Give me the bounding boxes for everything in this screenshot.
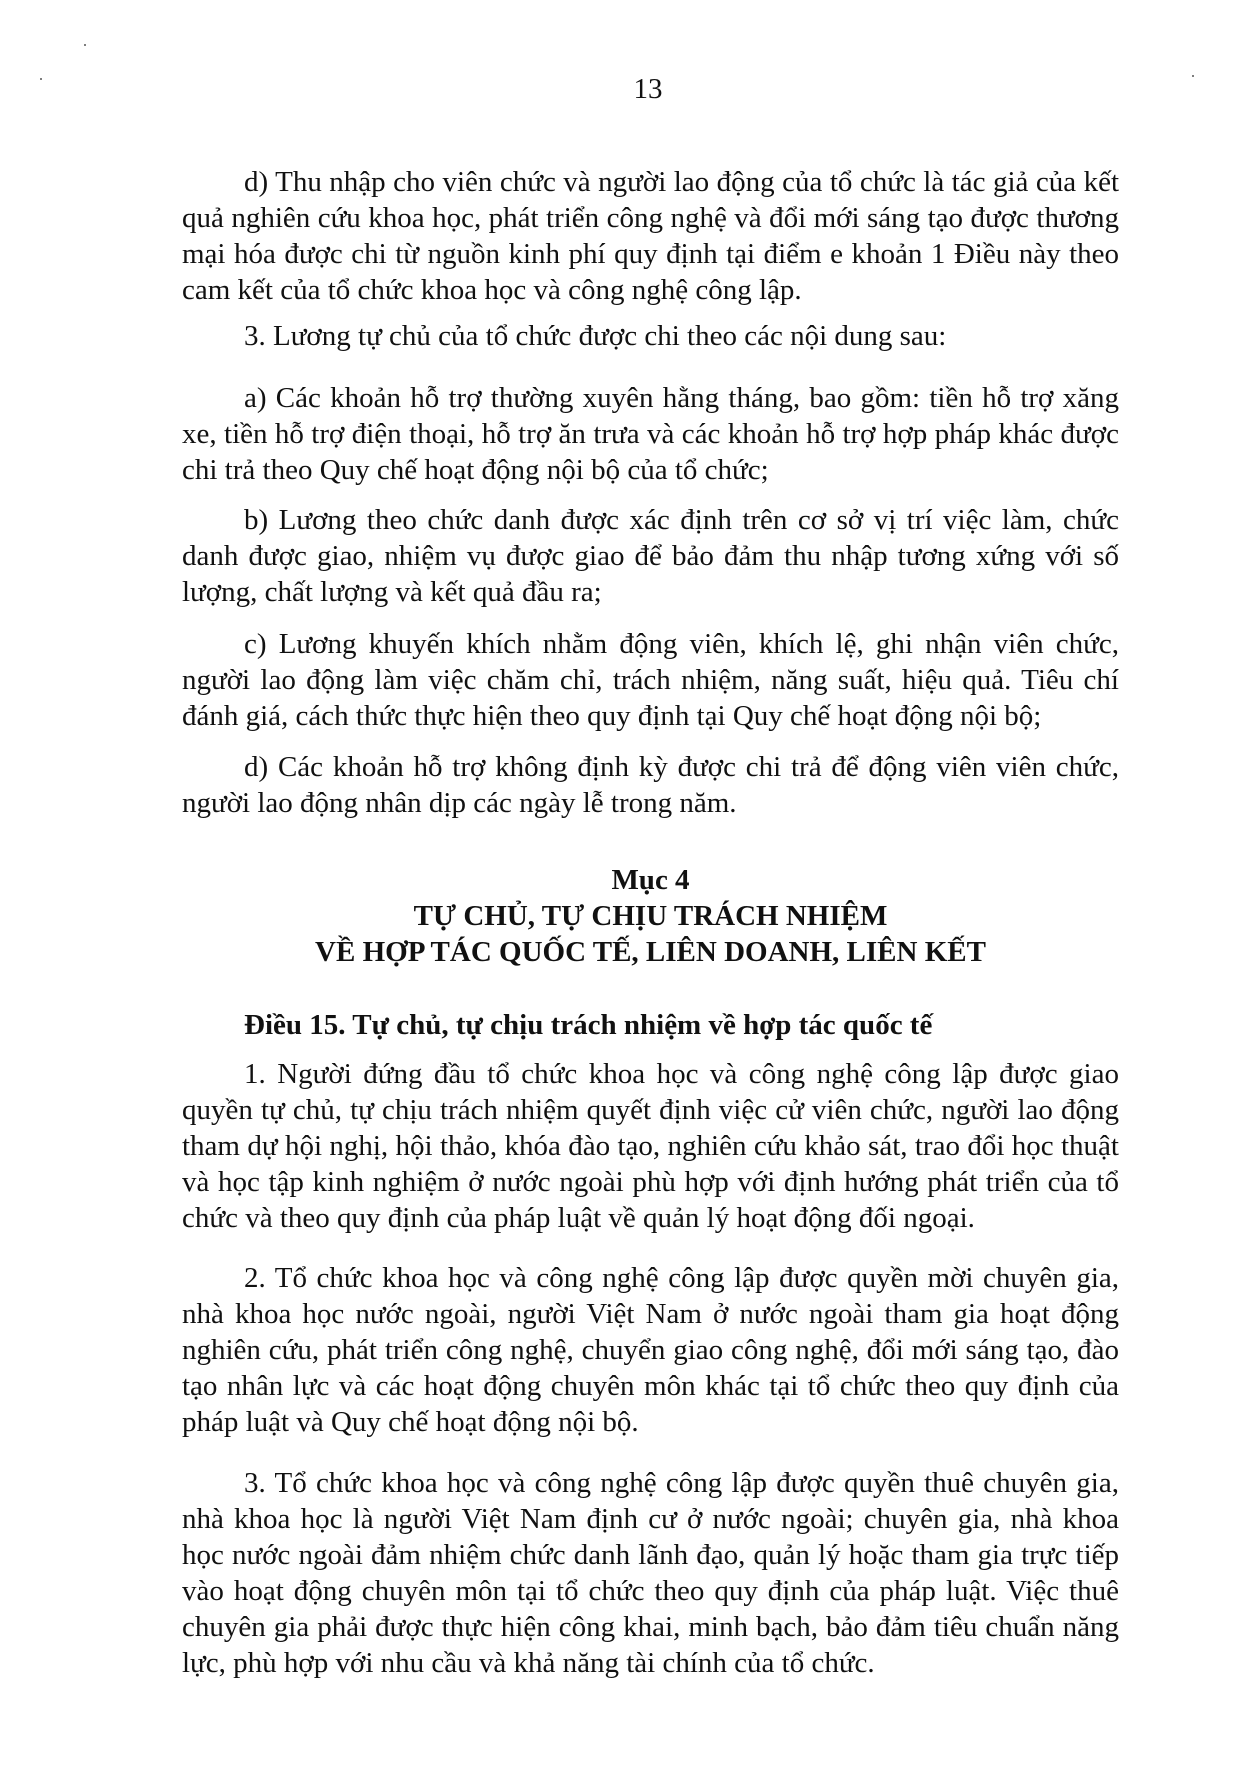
paragraph-3d: d) Các khoản hỗ trợ không định kỳ được chi trả để động viên viên chức, người lao động nhân dịp các ngày lễ trong năm. <box>182 751 1119 819</box>
article-clause-1: 1. Người đứng đầu tổ chức khoa học và công nghệ công lập được giao quyền tự chủ, tự chịu trách nhiệm quyết định việc cử viên chức, người lao động tham dự hội nghị, hội thảo, khóa đào tạo, nghiên cứu khảo sát, trao đổi học thuật và học tập kinh nghiệm ở nước ngoài phù hợp với định hướng phát triển của tổ chức và theo quy định của pháp luật về quản lý hoạt động đối ngoại. <box>182 1058 1119 1234</box>
section-heading <box>182 862 1119 970</box>
paragraph-3b: b) Lương theo chức danh được xác định trên cơ sở vị trí việc làm, chức danh được giao, nhiệm vụ được giao để bảo đảm thu nhập tương xứng với số lượng, chất lượng và kết quả đầu ra; <box>182 504 1119 608</box>
section-label: Mục 4 <box>611 864 690 896</box>
paragraph-3: 3. Lương tự chủ của tổ chức được chi theo các nội dung sau: <box>244 320 947 352</box>
section-title-line2: VỀ HỢP TÁC QUỐC TẾ, LIÊN DOANH, LIÊN KẾT <box>315 936 986 968</box>
paragraph-3a: a) Các khoản hỗ trợ thường xuyên hằng tháng, bao gồm: tiền hỗ trợ xăng xe, tiền hỗ trợ điện thoại, hỗ trợ ăn trưa và các khoản hỗ trợ hợp pháp khác được chi trả theo Quy chế hoạt động nội bộ của tổ chức; <box>182 382 1119 486</box>
section-title-line1: TỰ CHỦ, TỰ CHỊU TRÁCH NHIỆM <box>413 900 888 932</box>
scan-speck <box>84 44 86 46</box>
article-clause-3: 3. Tổ chức khoa học và công nghệ công lập được quyền thuê chuyên gia, nhà khoa học là người Việt Nam định cư ở nước ngoài; chuyên gia, nhà khoa học nước ngoài đảm nhiệm chức danh lãnh đạo, quản lý hoặc tham gia trực tiếp vào hoạt động chuyên môn tại tổ chức theo quy định của pháp luật. Việc thuê chuyên gia phải được thực hiện công khai, minh bạch, bảo đảm tiêu chuẩn năng lực, phù hợp với nhu cầu và khả năng tài chính của tổ chức. <box>182 1467 1119 1679</box>
article-title: Điều 15. Tự chủ, tự chịu trách nhiệm về hợp tác quốc tế <box>244 1009 933 1041</box>
paragraph-3c: c) Lương khuyến khích nhằm động viên, khích lệ, ghi nhận viên chức, người lao động làm việc chăm chỉ, trách nhiệm, năng suất, hiệu quả. Tiêu chí đánh giá, cách thức thực hiện theo quy định tại Quy chế hoạt động nội bộ; <box>182 628 1119 732</box>
page-number: 13 <box>633 73 663 105</box>
paragraph-2d: d) Thu nhập cho viên chức và người lao động của tổ chức là tác giả của kết quả nghiên cứu khoa học, phát triển công nghệ và đổi mới sáng tạo được thương mại hóa được chi từ nguồn kinh phí quy định tại điểm e khoản 1 Điều này theo cam kết của tổ chức khoa học và công nghệ công lập. <box>182 166 1119 306</box>
article-clause-2: 2. Tổ chức khoa học và công nghệ công lập được quyền mời chuyên gia, nhà khoa học nước ngoài, người Việt Nam ở nước ngoài tham gia hoạt động nghiên cứu, phát triển công nghệ, chuyển giao công nghệ, đổi mới sáng tạo, đào tạo nhân lực và các hoạt động chuyên môn khác tại tổ chức theo quy định của pháp luật và Quy chế hoạt động nội bộ. <box>182 1262 1119 1438</box>
